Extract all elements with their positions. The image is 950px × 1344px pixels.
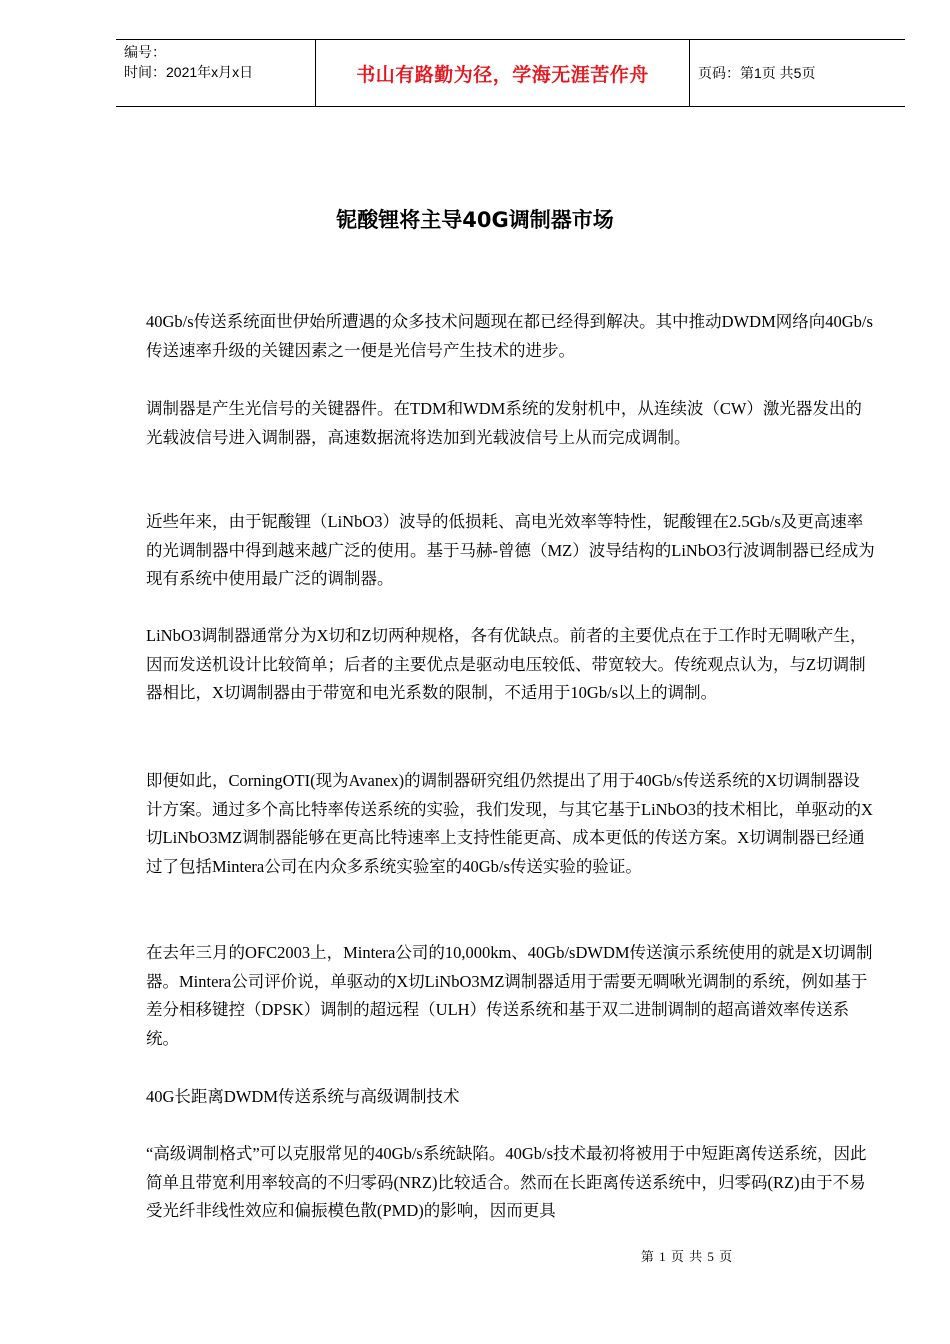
paragraph-text: 即便如此，CorningOTI(现为Avanex)的调制器研究组仍然提出了用于40Gb/s传送系统的X切调制器设计方案。通过多个高比特率传送系统的实验，我们发现，与其它基于LiNbO3的技术相比，单驱动的X切LiNbO3MZ调制器能够在更高比特速率上支持性能更高、成本更低的传送方案。X切调制器已经通过了包括Mintera公司在内众多系统实验室的40Gb/s传送实验的验证。 [146,771,873,876]
paragraph [146,767,876,881]
page-footer: 第 1 页 共 5 页 [640,1249,734,1264]
paragraph-text: 近些年来，由于铌酸锂（LiNbO3）波导的低损耗、高电光效率等特性，铌酸锂在2.5Gb/s及更高速率的光调制器中得到越来越广泛的使用。基于马赫-曾德（MZ）波导结构的LiNbO3行波调制器已经成为现有系统中使用最广泛的调制器。 [146,512,875,588]
paragraph [146,308,876,365]
paragraph [146,939,876,1053]
paragraph-text: 40Gb/s传送系统面世伊始所遭遇的众多技术问题现在都已经得到解决。其中推动DWDM网络向40Gb/s传送速率升级的关键因素之一便是光信号产生技术的进步。 [146,312,873,360]
header-meta [116,40,316,106]
document-time: 时间：2021年x月x日 [124,64,254,80]
paragraph-text: 40G长距离DWDM传送系统与高级调制技术 [146,1087,460,1106]
header-motto: 书山有路勤为径，学海无涯苦作舟 [316,40,690,106]
paragraph [146,395,876,452]
page-header [116,39,905,107]
paragraph [146,622,876,708]
paragraph-text: 调制器是产生光信号的关键器件。在TDM和WDM系统的发射机中，从连续波（CW）激光器发出的光载波信号进入调制器，高速数据流将迭加到光载波信号上从而完成调制。 [146,399,862,447]
paragraph [146,508,876,594]
paragraph-text: “高级调制格式”可以克服常见的40Gb/s系统缺陷。40Gb/s技术最初将被用于中短距离传送系统，因此简单且带宽利用率较高的不归零码(NRZ)比较适合。然而在长距离传送系统中，归零码(RZ)由于不易受光纤非线性效应和偏振模色散(PMD)的影响，因而更具 [146,1144,867,1220]
section-heading [146,1083,876,1112]
paragraph [146,1140,876,1226]
document-number-label: 编号： [124,44,166,60]
paragraph-text: LiNbO3调制器通常分为X切和Z切两种规格，各有优缺点。前者的主要优点在于工作时无啁啾产生，因而发送机设计比较简单；后者的主要优点是驱动电压较低、带宽较大。传统观点认为，与Z切调制器相比，X切调制器由于带宽和电光系数的限制，不适用于10Gb/s以上的调制。 [146,626,867,702]
header-page-info: 页码：第1页 共5页 [698,65,816,81]
paragraph-text: 在去年三月的OFC2003上，Mintera公司的10,000km、40Gb/sDWDM传送演示系统使用的就是X切调制器。Mintera公司评价说，单驱动的X切LiNbO3MZ调制器适用于需要无啁啾光调制的系统，例如基于差分相移键控（DPSK）调制的超远程（ULH）传送系统和基于双二进制调制的超高谱效率传送系统。 [146,943,873,1048]
document-title: 铌酸锂将主导40G调制器市场 [336,208,614,232]
